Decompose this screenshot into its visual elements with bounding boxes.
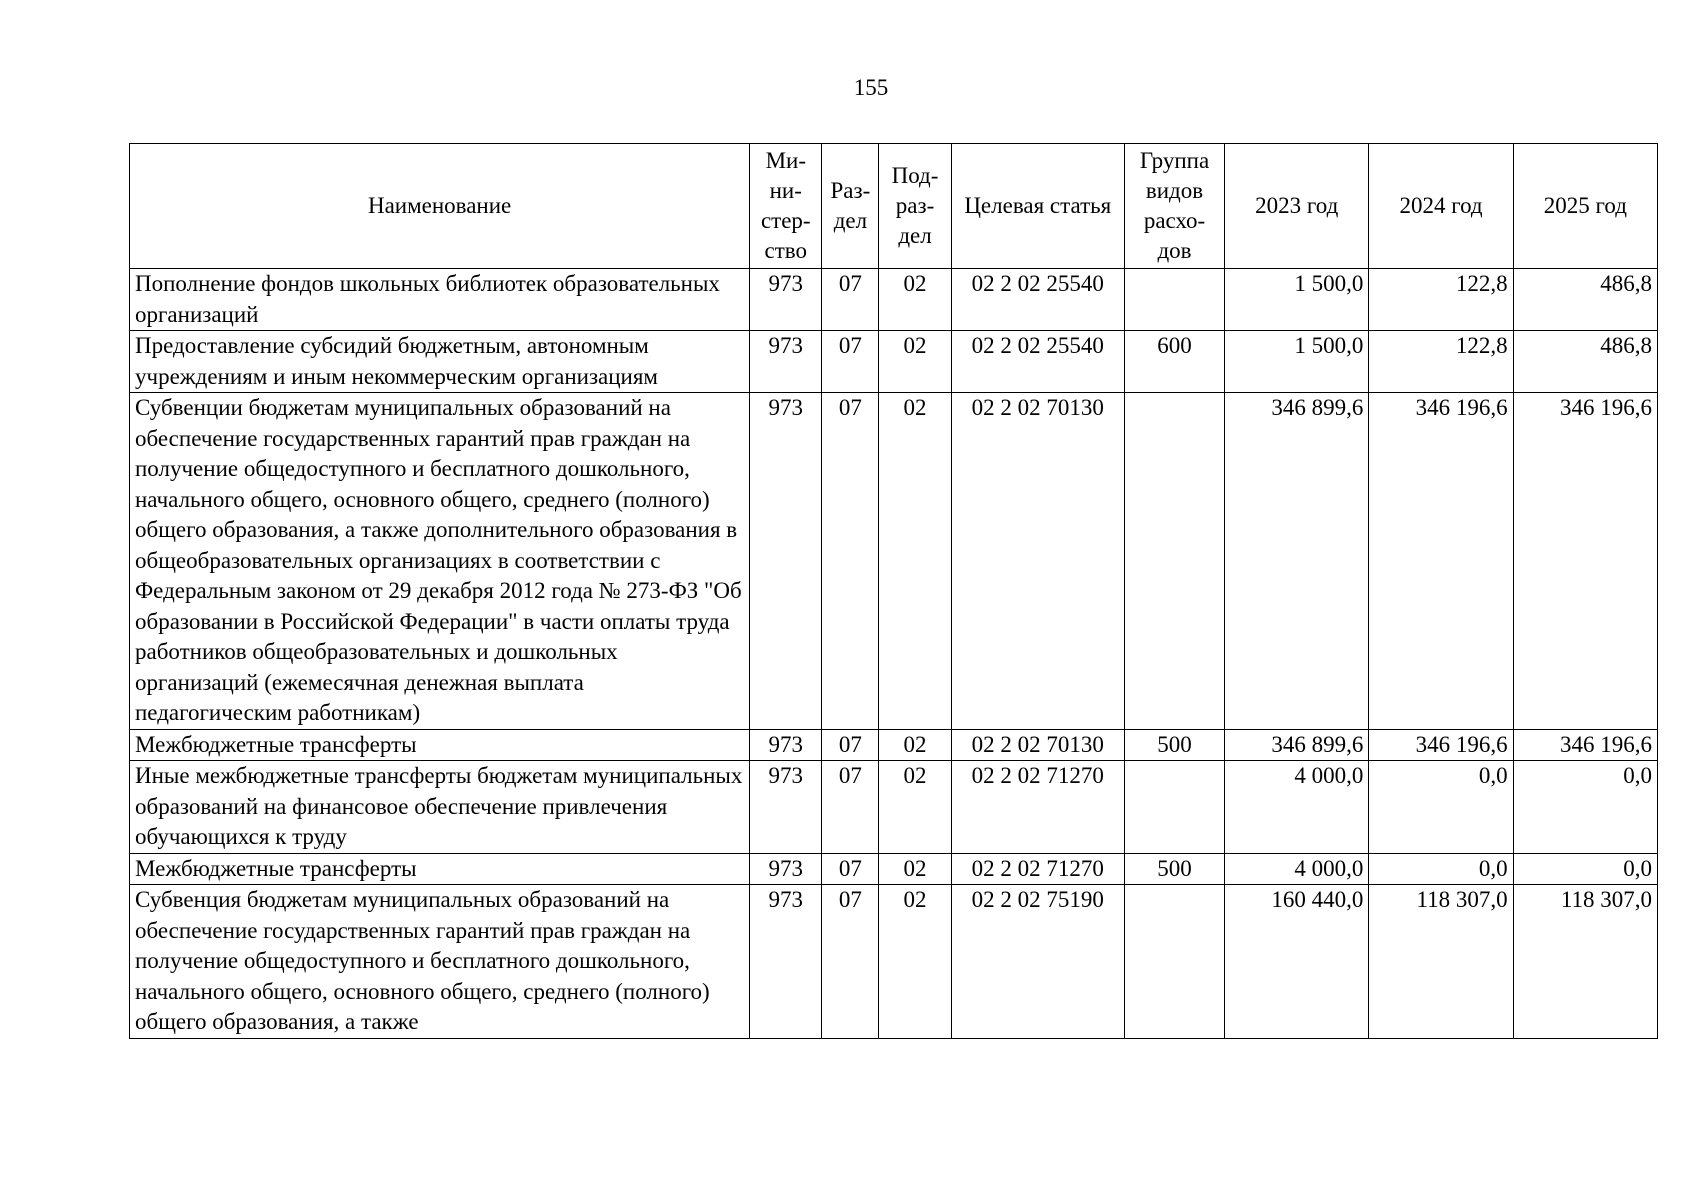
- cell-2023: 346 899,6: [1225, 393, 1369, 730]
- table-row: [130, 853, 1658, 885]
- cell-2024: 0,0: [1369, 761, 1513, 854]
- cell-2025: 0,0: [1513, 761, 1657, 854]
- table-body: [130, 269, 1658, 1039]
- cell-section: 07: [822, 269, 879, 331]
- cell-expense-group: [1124, 885, 1224, 1039]
- cell-expense-group: [1124, 269, 1224, 331]
- table-row: [130, 393, 1658, 730]
- cell-ministry: 973: [750, 729, 822, 761]
- cell-target: 02 2 02 25540: [951, 331, 1124, 393]
- cell-target: 02 2 02 70130: [951, 729, 1124, 761]
- cell-name: Субвенции бюджетам муниципальных образований на обеспечение государственных гарантий прав граждан на получение общедоступного и бесплатного дошкольного, начального общего, основного общего, среднего (полного) общего образования, а также дополнительного образования в общеобразовательных организациях в соответствии с Федеральным законом от 29 декабря 2012 года № 273-ФЗ "Об образовании в Российской Федерации" в части оплаты труда работников общеобразовательных и дошкольных организаций (ежемесячная денежная выплата педагогическим работникам): [130, 393, 750, 730]
- cell-name: Иные межбюджетные трансферты бюджетам муниципальных образований на финансовое обеспечение привлечения обучающихся к труду: [130, 761, 750, 854]
- cell-target: 02 2 02 71270: [951, 761, 1124, 854]
- cell-2023: 1 500,0: [1225, 269, 1369, 331]
- cell-2025: 486,8: [1513, 269, 1657, 331]
- cell-name: Субвенция бюджетам муниципальных образований на обеспечение государственных гарантий прав граждан на получение общедоступного и бесплатного дошкольного, начального общего, основного общего, среднего (полного) общего образования, а также: [130, 885, 750, 1039]
- cell-2024: 346 196,6: [1369, 393, 1513, 730]
- table-row: [130, 885, 1658, 1039]
- cell-2024: 122,8: [1369, 269, 1513, 331]
- cell-2025: 0,0: [1513, 853, 1657, 885]
- cell-2023: 1 500,0: [1225, 331, 1369, 393]
- cell-ministry: 973: [750, 269, 822, 331]
- cell-2025: 346 196,6: [1513, 729, 1657, 761]
- cell-subsection: 02: [879, 331, 951, 393]
- table-row: [130, 331, 1658, 393]
- cell-ministry: 973: [750, 393, 822, 730]
- cell-ministry: 973: [750, 853, 822, 885]
- cell-subsection: 02: [879, 853, 951, 885]
- cell-subsection: 02: [879, 885, 951, 1039]
- page-number: 155: [853, 75, 889, 100]
- header-expense-group: Группа видов расхо-дов: [1124, 144, 1224, 269]
- cell-name: Межбюджетные трансферты: [130, 853, 750, 885]
- cell-subsection: 02: [879, 761, 951, 854]
- cell-subsection: 02: [879, 269, 951, 331]
- cell-name: Пополнение фондов школьных библиотек образовательных организаций: [130, 269, 750, 331]
- cell-target: 02 2 02 75190: [951, 885, 1124, 1039]
- header-subsection: Под-раз-дел: [879, 144, 951, 269]
- cell-ministry: 973: [750, 885, 822, 1039]
- cell-2023: 4 000,0: [1225, 761, 1369, 854]
- header-section: Раз-дел: [822, 144, 879, 269]
- cell-expense-group: [1124, 761, 1224, 854]
- cell-ministry: 973: [750, 331, 822, 393]
- cell-2023: 4 000,0: [1225, 853, 1369, 885]
- cell-name: Предоставление субсидий бюджетным, автономным учреждениям и иным некоммерческим организациям: [130, 331, 750, 393]
- cell-2023: 160 440,0: [1225, 885, 1369, 1039]
- cell-section: 07: [822, 885, 879, 1039]
- cell-expense-group: 500: [1124, 729, 1224, 761]
- cell-2023: 346 899,6: [1225, 729, 1369, 761]
- cell-section: 07: [822, 393, 879, 730]
- cell-target: 02 2 02 25540: [951, 269, 1124, 331]
- cell-name: Межбюджетные трансферты: [130, 729, 750, 761]
- header-2024: 2024 год: [1369, 144, 1513, 269]
- cell-2024: 122,8: [1369, 331, 1513, 393]
- cell-2024: 346 196,6: [1369, 729, 1513, 761]
- cell-section: 07: [822, 729, 879, 761]
- cell-2024: 118 307,0: [1369, 885, 1513, 1039]
- header-name: Наименование: [130, 144, 750, 269]
- cell-2025: 486,8: [1513, 331, 1657, 393]
- cell-2025: 118 307,0: [1513, 885, 1657, 1039]
- cell-subsection: 02: [879, 729, 951, 761]
- cell-section: 07: [822, 331, 879, 393]
- cell-expense-group: 600: [1124, 331, 1224, 393]
- header-2025: 2025 год: [1513, 144, 1657, 269]
- cell-target: 02 2 02 71270: [951, 853, 1124, 885]
- table-row: [130, 269, 1658, 331]
- cell-2024: 0,0: [1369, 853, 1513, 885]
- table-row: [130, 729, 1658, 761]
- header-target: Целевая статья: [951, 144, 1124, 269]
- cell-section: 07: [822, 761, 879, 854]
- header-ministry: Ми-ни-стер-ство: [750, 144, 822, 269]
- cell-target: 02 2 02 70130: [951, 393, 1124, 730]
- table-header-row: [130, 144, 1658, 269]
- budget-table: [129, 143, 1658, 1039]
- cell-2025: 346 196,6: [1513, 393, 1657, 730]
- cell-expense-group: [1124, 393, 1224, 730]
- cell-expense-group: 500: [1124, 853, 1224, 885]
- cell-subsection: 02: [879, 393, 951, 730]
- header-2023: 2023 год: [1225, 144, 1369, 269]
- table-row: [130, 761, 1658, 854]
- cell-ministry: 973: [750, 761, 822, 854]
- cell-section: 07: [822, 853, 879, 885]
